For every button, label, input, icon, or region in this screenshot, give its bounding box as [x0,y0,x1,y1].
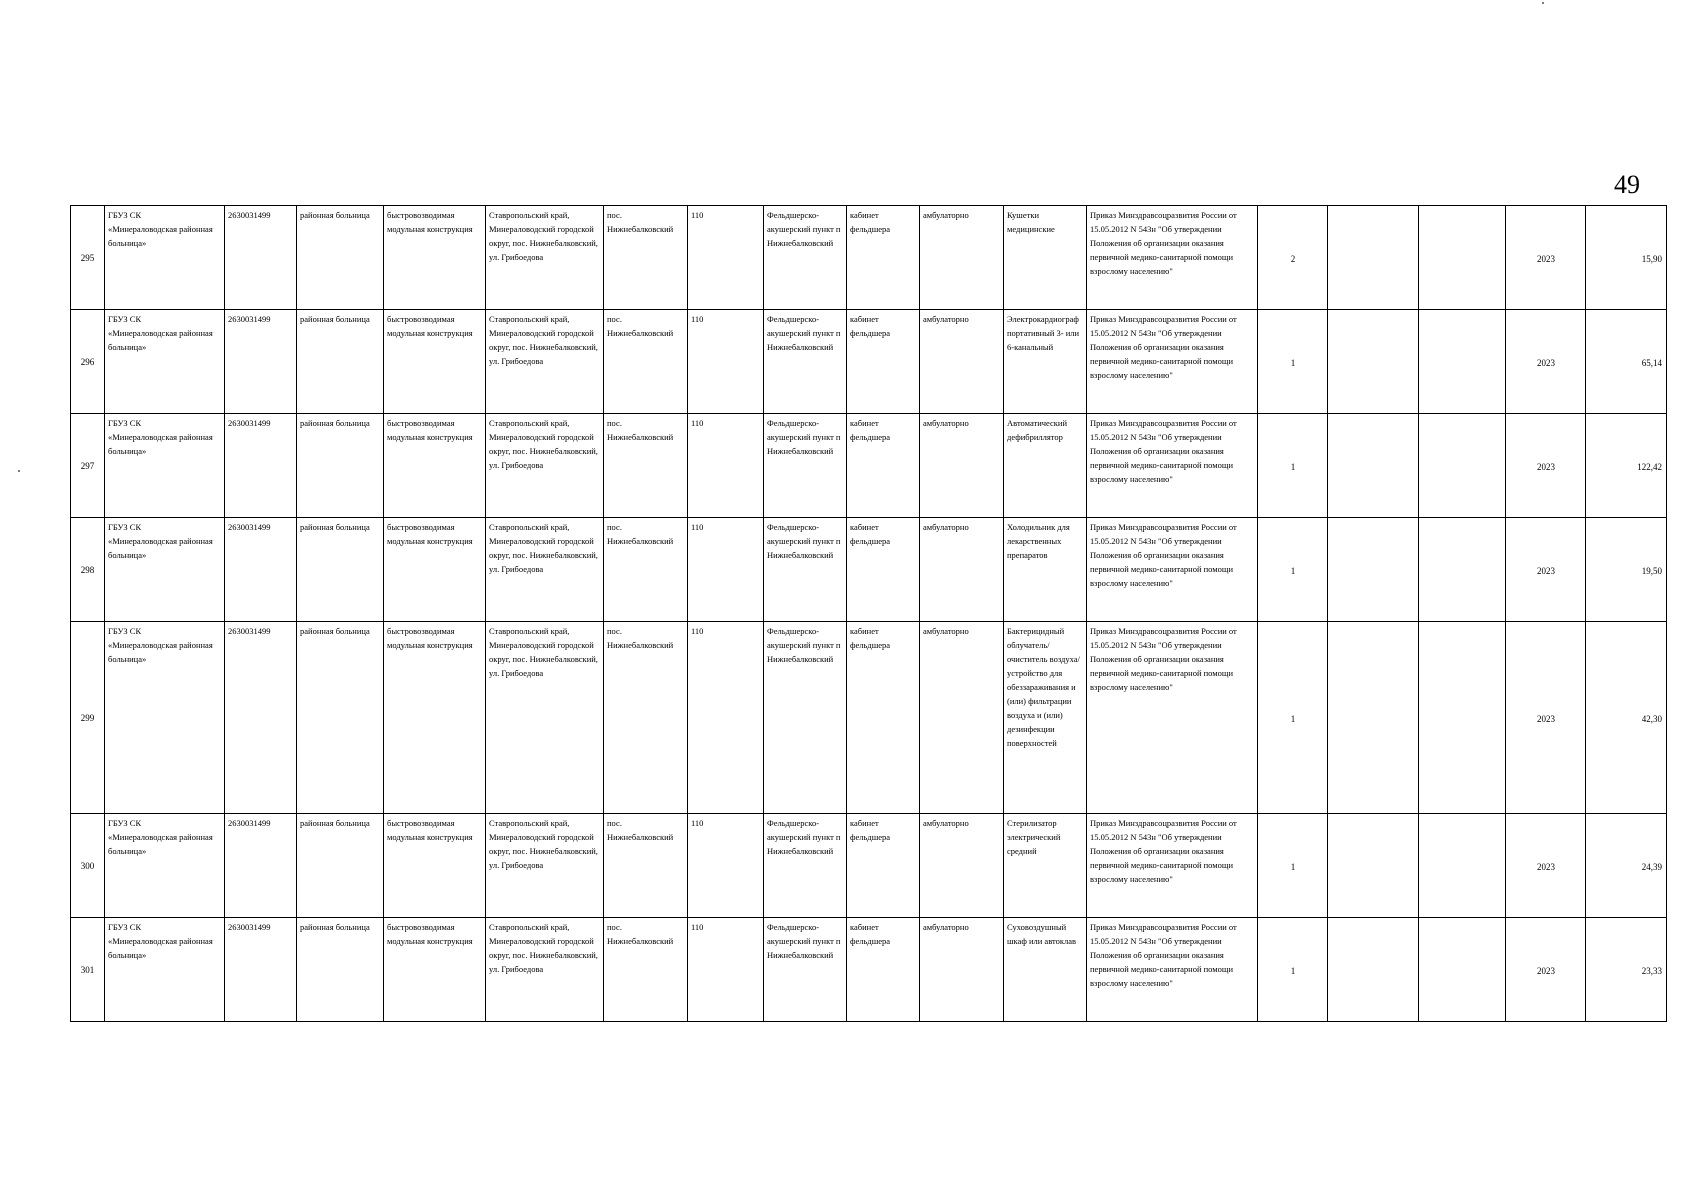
equipment-cell [1004,310,1087,414]
order-reference-cell [1087,414,1258,518]
address-cell-text: Ставропольский край, Минераловодский городской округ, пос. Нижнебалковский, ул. Грибоедова [489,522,598,574]
row-number-text: 300 [80,860,95,871]
institution-type-cell-text: районная больница [300,522,370,532]
year-cell [1506,414,1586,518]
year-cell-text: 2023 [1537,565,1555,576]
equipment-cell [1004,206,1087,310]
room-cell-text: кабинет фельдшера [850,522,891,546]
quantity-cell [1258,206,1328,310]
care-condition-cell [920,622,1004,814]
institution-type-cell-text: районная больница [300,314,370,324]
building-type-cell-text: быстровозводимая модульная конструкция [387,626,473,650]
address-cell-text: Ставропольский край, Минераловодский городской округ, пос. Нижнебалковский, ул. Грибоедова [489,922,598,974]
code-cell [688,310,764,414]
care-condition-cell [920,414,1004,518]
locality-cell [604,414,688,518]
room-cell-text: кабинет фельдшера [850,314,891,338]
empty-cell [1419,414,1506,518]
equipment-cell [1004,622,1087,814]
quantity-cell-text: 2 [1290,253,1296,264]
building-type-cell-text: быстровозводимая модульная конструкция [387,210,473,234]
inn-cell [225,414,297,518]
institution-type-cell [297,622,384,814]
building-type-cell [384,518,486,622]
code-cell-text: 110 [691,626,704,636]
quantity-cell-text: 1 [1290,861,1296,872]
room-cell [847,918,920,1022]
organization-cell [105,414,225,518]
table-row [71,918,1667,1022]
equipment-cell-text: Бактерицидный облучатель/очиститель воздуха/устройство для обеззараживания и (или) фильтрации воздуха и (или) дезинфекции поверхностей [1007,626,1080,748]
cost-cell [1586,622,1667,814]
care-condition-cell-text: амбулаторно [923,314,969,324]
building-type-cell-text: быстровозводимая модульная конструкция [387,522,473,546]
room-cell [847,310,920,414]
code-cell [688,206,764,310]
institution-type-cell [297,518,384,622]
care-condition-cell-text: амбулаторно [923,418,969,428]
inn-cell [225,518,297,622]
locality-cell-text: пос. Нижнебалковский [607,314,674,338]
code-cell-text: 110 [691,922,704,932]
table-row [71,206,1667,310]
inn-cell [225,310,297,414]
unit-cell [764,310,847,414]
inn-cell-text: 2630031499 [228,210,271,220]
locality-cell [604,622,688,814]
code-cell [688,918,764,1022]
organization-cell [105,518,225,622]
row-number [71,310,105,414]
code-cell [688,622,764,814]
unit-cell [764,814,847,918]
unit-cell-text: Фельдшерско-акушерский пункт п Нижнебалковский [767,314,841,352]
order-reference-cell [1087,622,1258,814]
row-number [71,918,105,1022]
locality-cell-text: пос. Нижнебалковский [607,818,674,842]
order-reference-cell-text: Приказ Минздравсоцразвития России от 15.05.2012 N 543н "Об утверждении Положения об организации оказания первичной медико-санитарной помощи взрослому населению" [1090,922,1237,988]
order-reference-cell [1087,918,1258,1022]
empty-cell [1328,518,1419,622]
table-row [71,310,1667,414]
equipment-registry-table [70,205,1667,1022]
room-cell-text: кабинет фельдшера [850,818,891,842]
address-cell-text: Ставропольский край, Минераловодский городской округ, пос. Нижнебалковский, ул. Грибоедова [489,210,598,262]
year-cell-text: 2023 [1537,861,1555,872]
inn-cell-text: 2630031499 [228,626,271,636]
year-cell [1506,310,1586,414]
order-reference-cell [1087,814,1258,918]
locality-cell [604,918,688,1022]
row-number-text: 299 [80,712,95,723]
year-cell [1506,518,1586,622]
page-number: 49 [1614,170,1640,199]
institution-type-cell-text: районная больница [300,818,370,828]
inn-cell [225,622,297,814]
organization-cell-text: ГБУЗ СК «Минераловодская районная больница» [108,210,213,248]
locality-cell-text: пос. Нижнебалковский [607,418,674,442]
cost-cell-text: 122,42 [1637,461,1662,472]
code-cell-text: 110 [691,818,704,828]
institution-type-cell-text: районная больница [300,922,370,932]
care-condition-cell-text: амбулаторно [923,818,969,828]
address-cell [486,518,604,622]
code-cell [688,518,764,622]
organization-cell-text: ГБУЗ СК «Минераловодская районная больница» [108,314,213,352]
locality-cell-text: пос. Нижнебалковский [607,210,674,234]
row-number-text: 301 [80,964,95,975]
room-cell [847,206,920,310]
building-type-cell [384,622,486,814]
empty-cell [1419,622,1506,814]
organization-cell [105,918,225,1022]
code-cell-text: 110 [691,210,704,220]
quantity-cell-text: 1 [1290,965,1296,976]
equipment-cell-text: Суховоздушный шкаф или автоклав [1007,922,1077,946]
table-row [71,814,1667,918]
year-cell-text: 2023 [1537,713,1555,724]
room-cell-text: кабинет фельдшера [850,922,891,946]
equipment-cell-text: Кушетки медицинские [1007,210,1055,234]
institution-type-cell [297,310,384,414]
room-cell-text: кабинет фельдшера [850,418,891,442]
address-cell [486,206,604,310]
care-condition-cell-text: амбулаторно [923,922,969,932]
organization-cell-text: ГБУЗ СК «Минераловодская районная больница» [108,626,213,664]
row-number-text: 295 [80,252,95,263]
address-cell [486,814,604,918]
address-cell-text: Ставропольский край, Минераловодский городской округ, пос. Нижнебалковский, ул. Грибоедова [489,626,598,678]
room-cell-text: кабинет фельдшера [850,210,891,234]
year-cell [1506,918,1586,1022]
empty-cell [1419,814,1506,918]
order-reference-cell [1087,310,1258,414]
order-reference-cell-text: Приказ Минздравсоцразвития России от 15.05.2012 N 543н "Об утверждении Положения об организации оказания первичной медико-санитарной помощи взрослому населению" [1090,314,1237,380]
building-type-cell-text: быстровозводимая модульная конструкция [387,418,473,442]
inn-cell-text: 2630031499 [228,818,271,828]
quantity-cell [1258,622,1328,814]
care-condition-cell [920,206,1004,310]
care-condition-cell [920,814,1004,918]
care-condition-cell [920,918,1004,1022]
scan-speck [1542,2,1544,4]
year-cell-text: 2023 [1537,253,1555,264]
locality-cell [604,518,688,622]
registry-body [71,206,1667,1022]
institution-type-cell-text: районная больница [300,626,370,636]
order-reference-cell-text: Приказ Минздравсоцразвития России от 15.05.2012 N 543н "Об утверждении Положения об организации оказания первичной медико-санитарной помощи взрослому населению" [1090,626,1237,692]
unit-cell-text: Фельдшерско-акушерский пункт п Нижнебалковский [767,210,841,248]
year-cell-text: 2023 [1537,965,1555,976]
empty-cell [1419,206,1506,310]
institution-type-cell-text: районная больница [300,418,370,428]
unit-cell [764,414,847,518]
empty-cell [1328,414,1419,518]
empty-cell [1419,518,1506,622]
order-reference-cell-text: Приказ Минздравсоцразвития России от 15.05.2012 N 543н "Об утверждении Положения об организации оказания первичной медико-санитарной помощи взрослому населению" [1090,210,1237,276]
locality-cell-text: пос. Нижнебалковский [607,922,674,946]
care-condition-cell [920,310,1004,414]
year-cell [1506,206,1586,310]
empty-cell [1419,310,1506,414]
table-row [71,518,1667,622]
row-number [71,206,105,310]
equipment-cell [1004,918,1087,1022]
empty-cell [1419,918,1506,1022]
care-condition-cell-text: амбулаторно [923,210,969,220]
organization-cell-text: ГБУЗ СК «Минераловодская районная больница» [108,922,213,960]
organization-cell [105,310,225,414]
cost-cell [1586,414,1667,518]
cost-cell-text: 23,33 [1641,965,1662,976]
organization-cell [105,206,225,310]
institution-type-cell [297,206,384,310]
locality-cell [604,814,688,918]
row-number-text: 297 [80,460,95,471]
unit-cell [764,918,847,1022]
address-cell-text: Ставропольский край, Минераловодский городской округ, пос. Нижнебалковский, ул. Грибоедова [489,818,598,870]
cost-cell-text: 24,39 [1641,861,1662,872]
empty-cell [1328,310,1419,414]
cost-cell [1586,310,1667,414]
institution-type-cell [297,814,384,918]
address-cell-text: Ставропольский край, Минераловодский городской округ, пос. Нижнебалковский, ул. Грибоедова [489,314,598,366]
code-cell-text: 110 [691,522,704,532]
unit-cell-text: Фельдшерско-акушерский пункт п Нижнебалковский [767,818,841,856]
equipment-cell [1004,814,1087,918]
quantity-cell-text: 1 [1290,357,1296,368]
organization-cell [105,622,225,814]
quantity-cell [1258,518,1328,622]
unit-cell-text: Фельдшерско-акушерский пункт п Нижнебалковский [767,626,841,664]
unit-cell-text: Фельдшерско-акушерский пункт п Нижнебалковский [767,922,841,960]
cost-cell [1586,518,1667,622]
room-cell [847,814,920,918]
care-condition-cell-text: амбулаторно [923,522,969,532]
inn-cell [225,206,297,310]
building-type-cell-text: быстровозводимая модульная конструкция [387,314,473,338]
order-reference-cell [1087,206,1258,310]
equipment-cell [1004,414,1087,518]
building-type-cell [384,206,486,310]
address-cell [486,414,604,518]
organization-cell-text: ГБУЗ СК «Минераловодская районная больница» [108,522,213,560]
room-cell-text: кабинет фельдшера [850,626,891,650]
order-reference-cell-text: Приказ Минздравсоцразвития России от 15.05.2012 N 543н "Об утверждении Положения об организации оказания первичной медико-санитарной помощи взрослому населению" [1090,522,1237,588]
unit-cell-text: Фельдшерско-акушерский пункт п Нижнебалковский [767,522,841,560]
institution-type-cell [297,414,384,518]
unit-cell [764,518,847,622]
order-reference-cell-text: Приказ Минздравсоцразвития России от 15.05.2012 N 543н "Об утверждении Положения об организации оказания первичной медико-санитарной помощи взрослому населению" [1090,418,1237,484]
building-type-cell [384,918,486,1022]
row-number [71,414,105,518]
code-cell [688,414,764,518]
address-cell-text: Ставропольский край, Минераловодский городской округ, пос. Нижнебалковский, ул. Грибоедова [489,418,598,470]
room-cell [847,518,920,622]
cost-cell-text: 42,30 [1641,713,1662,724]
empty-cell [1328,918,1419,1022]
quantity-cell-text: 1 [1290,565,1296,576]
organization-cell [105,814,225,918]
equipment-cell-text: Электрокардиограф портативный 3- или 6-канальный [1007,314,1080,352]
order-reference-cell-text: Приказ Минздравсоцразвития России от 15.05.2012 N 543н "Об утверждении Положения об организации оказания первичной медико-санитарной помощи взрослому населению" [1090,818,1237,884]
locality-cell-text: пос. Нижнебалковский [607,522,674,546]
year-cell-text: 2023 [1537,461,1555,472]
building-type-cell [384,310,486,414]
inn-cell-text: 2630031499 [228,922,271,932]
table-row [71,622,1667,814]
cost-cell [1586,814,1667,918]
locality-cell-text: пос. Нижнебалковский [607,626,674,650]
cost-cell-text: 19,50 [1641,565,1662,576]
table-row [71,414,1667,518]
unit-cell [764,206,847,310]
equipment-cell-text: Автоматический дефибриллятор [1007,418,1068,442]
cost-cell [1586,918,1667,1022]
cost-cell-text: 15,90 [1641,253,1662,264]
quantity-cell [1258,918,1328,1022]
row-number [71,622,105,814]
order-reference-cell [1087,518,1258,622]
code-cell [688,814,764,918]
institution-type-cell-text: районная больница [300,210,370,220]
cost-cell [1586,206,1667,310]
inn-cell-text: 2630031499 [228,418,271,428]
address-cell [486,622,604,814]
quantity-cell-text: 1 [1290,713,1296,724]
row-number-text: 296 [80,356,95,367]
room-cell [847,622,920,814]
inn-cell-text: 2630031499 [228,314,271,324]
year-cell-text: 2023 [1537,357,1555,368]
unit-cell [764,622,847,814]
year-cell [1506,814,1586,918]
code-cell-text: 110 [691,418,704,428]
empty-cell [1328,814,1419,918]
building-type-cell [384,414,486,518]
quantity-cell [1258,310,1328,414]
organization-cell-text: ГБУЗ СК «Минераловодская районная больница» [108,418,213,456]
locality-cell [604,310,688,414]
building-type-cell-text: быстровозводимая модульная конструкция [387,922,473,946]
organization-cell-text: ГБУЗ СК «Минераловодская районная больница» [108,818,213,856]
scan-speck [18,470,20,472]
equipment-cell-text: Холодильник для лекарственных препаратов [1007,522,1070,560]
empty-cell [1328,622,1419,814]
equipment-cell [1004,518,1087,622]
care-condition-cell-text: амбулаторно [923,626,969,636]
row-number [71,518,105,622]
row-number [71,814,105,918]
year-cell [1506,622,1586,814]
empty-cell [1328,206,1419,310]
institution-type-cell [297,918,384,1022]
care-condition-cell [920,518,1004,622]
equipment-cell-text: Стерилизатор электрический средний [1007,818,1061,856]
code-cell-text: 110 [691,314,704,324]
address-cell [486,918,604,1022]
row-number-text: 298 [80,564,95,575]
locality-cell [604,206,688,310]
address-cell [486,310,604,414]
quantity-cell-text: 1 [1290,461,1296,472]
inn-cell-text: 2630031499 [228,522,271,532]
inn-cell [225,918,297,1022]
quantity-cell [1258,414,1328,518]
building-type-cell-text: быстровозводимая модульная конструкция [387,818,473,842]
room-cell [847,414,920,518]
unit-cell-text: Фельдшерско-акушерский пункт п Нижнебалковский [767,418,841,456]
cost-cell-text: 65,14 [1641,357,1662,368]
quantity-cell [1258,814,1328,918]
inn-cell [225,814,297,918]
building-type-cell [384,814,486,918]
